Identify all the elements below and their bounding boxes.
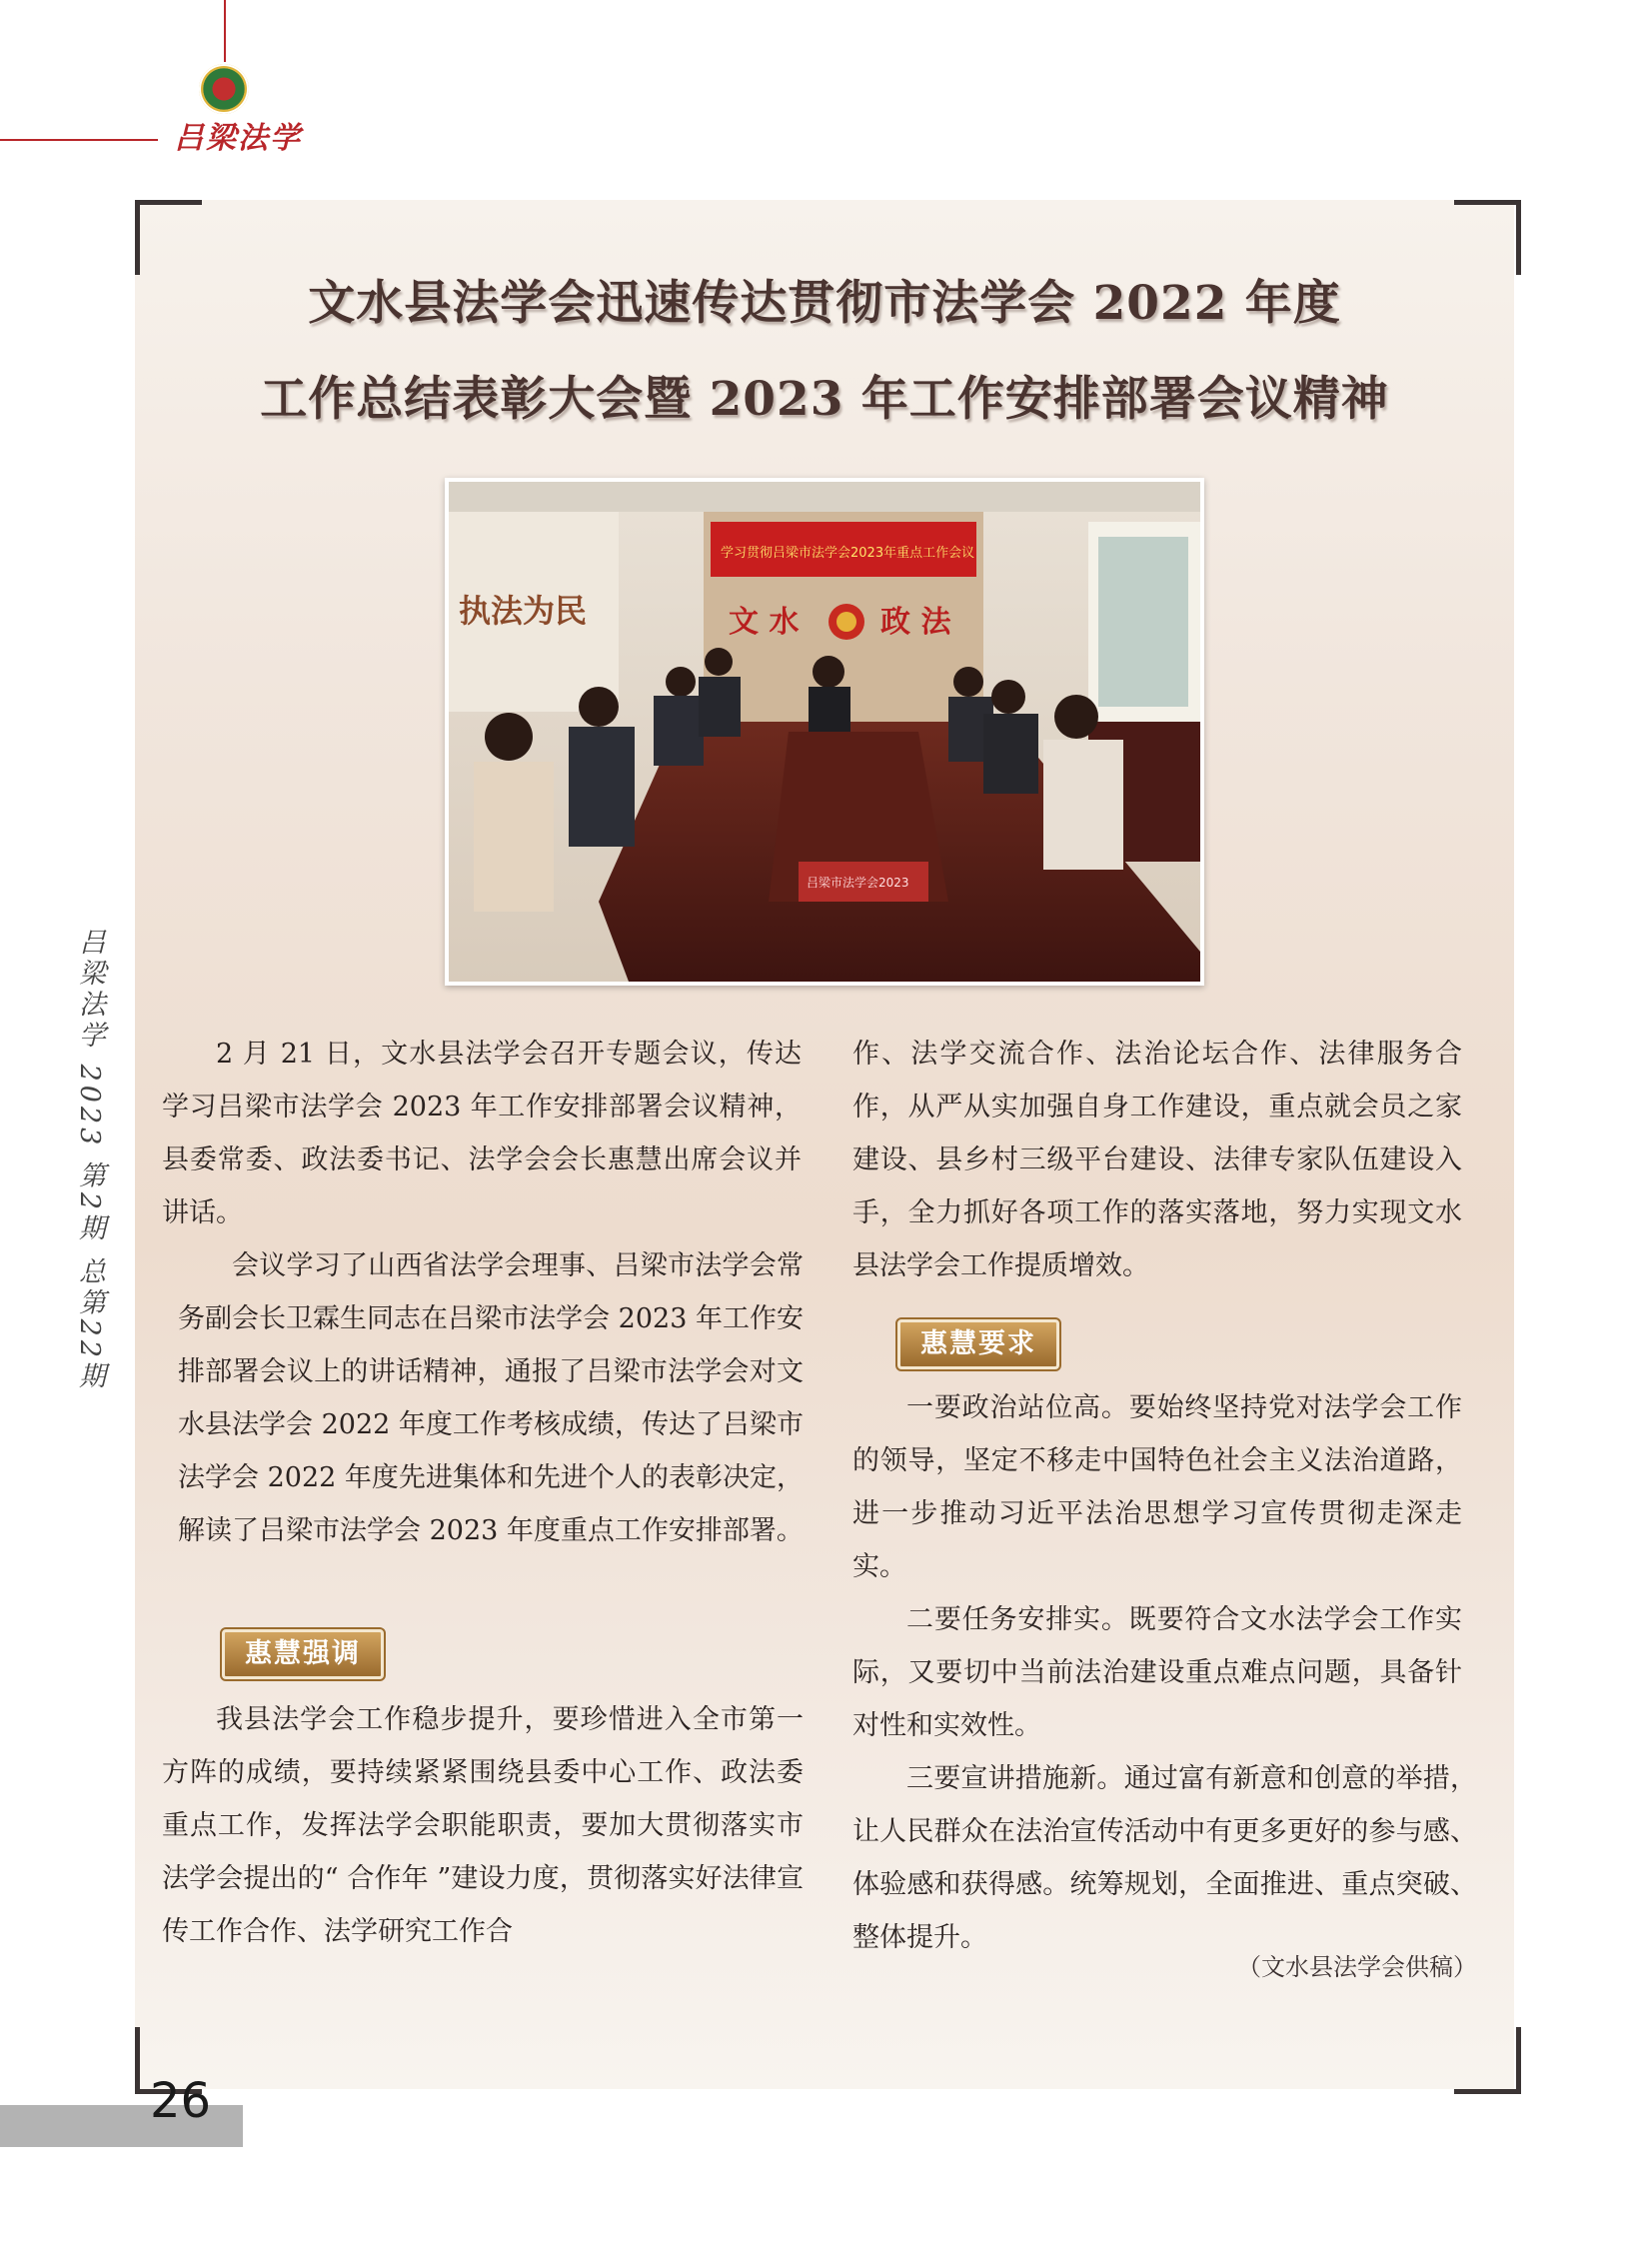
- corner-frame-top-left: [135, 200, 202, 275]
- header-horizontal-rule: [0, 139, 158, 141]
- article-paragraph-7: 三要宣讲措施新。通过富有新意和创意的举措，让人民群众在法治宣传活动中有更多更好的参与感、体验感和获得感。统筹规划，全面推进、重点突破、整体提升。: [852, 1763, 1477, 1953]
- photo-banner: 学习贯彻吕梁市法学会2023年重点工作会议: [721, 546, 975, 561]
- section-badge-emphasis: 惠慧强调: [222, 1629, 384, 1679]
- photo-wall-slogan: 执法为民: [459, 592, 588, 630]
- meeting-photo-illustration: [449, 482, 1200, 982]
- section-badge-requirements: 惠慧要求: [897, 1319, 1059, 1369]
- photo-wall-right: 政 法: [880, 605, 951, 640]
- article-paragraph-1: 2 月 21 日，文水县法学会召开专题会议，传达学习吕梁市法学会 2023 年工作安排部署会议精神，县委常委、政法委书记、法学会会长惠慧出席会议并讲话。: [162, 1039, 802, 1228]
- page-number: 26: [150, 2073, 212, 2129]
- article-title-line-2: 工作总结表彰大会暨 2023 年工作安排部署会议精神: [260, 372, 1389, 427]
- header-vertical-rule: [224, 0, 226, 62]
- article-paragraph-5: 一要政治站位高。要始终坚持党对法学会工作的领导，坚定不移走中国特色社会主义法治道路，进一步推动习近平法治思想学习宣传贯彻走深走实。: [852, 1392, 1462, 1582]
- article-paragraph-3: 我县法学会工作稳步提升，要珍惜进入全市第一方阵的成绩，要持续紧紧围绕县委中心工作、政法委重点工作，发挥法学会职能职责，要加大贯彻落实市法学会提出的“ 合作年 ”建设力度，贯彻落实好法律宣传工作合作、法学研究工作合: [162, 1704, 804, 1947]
- article-title-line-1: 文水县法学会迅速传达贯彻市法学会 2022 年度: [308, 276, 1341, 331]
- article-paragraph-2: 会议学习了山西省法学会理事、吕梁市法学会常务副会长卫霖生同志在吕梁市法学会 2023 年工作安排部署会议上的讲话精神，通报了吕梁市法学会对文水县法学会 2022 年度工作考核成绩，传达了吕梁市法学会 2022 年度先进集体和先进个人的表彰决定，解读了吕梁市法学会 2023 年度重点工作安排部署。: [178, 1250, 804, 1546]
- photo-table-sign: 吕梁市法学会2023: [807, 876, 909, 890]
- journal-brand: 吕梁法学: [168, 119, 308, 159]
- article-paragraph-6: 二要任务安排实。既要符合文水法学会工作实际，又要切中当前法治建设重点难点问题，具备针对性和实效性。: [852, 1604, 1462, 1741]
- corner-frame-bottom-right: [1454, 2027, 1521, 2094]
- article-paragraph-4: 作、法学交流合作、法治论坛合作、法律服务合作，从严从实加强自身工作建设，重点就会员之家建设、县乡村三级平台建设、法律专家队伍建设入手，全力抓好各项工作的落实落地，努力实现文水县法学会工作提质增效。: [852, 1039, 1462, 1281]
- journal-emblem-icon: [199, 64, 249, 114]
- corner-frame-top-right: [1454, 200, 1521, 275]
- photo-wall-left: 文 水: [729, 605, 800, 640]
- issue-side-label: 吕梁法学 2023 第2期 总第22期: [74, 928, 105, 1392]
- article-credit: （文水县法学会供稿）: [1237, 1953, 1477, 1981]
- meeting-photo: [445, 478, 1204, 986]
